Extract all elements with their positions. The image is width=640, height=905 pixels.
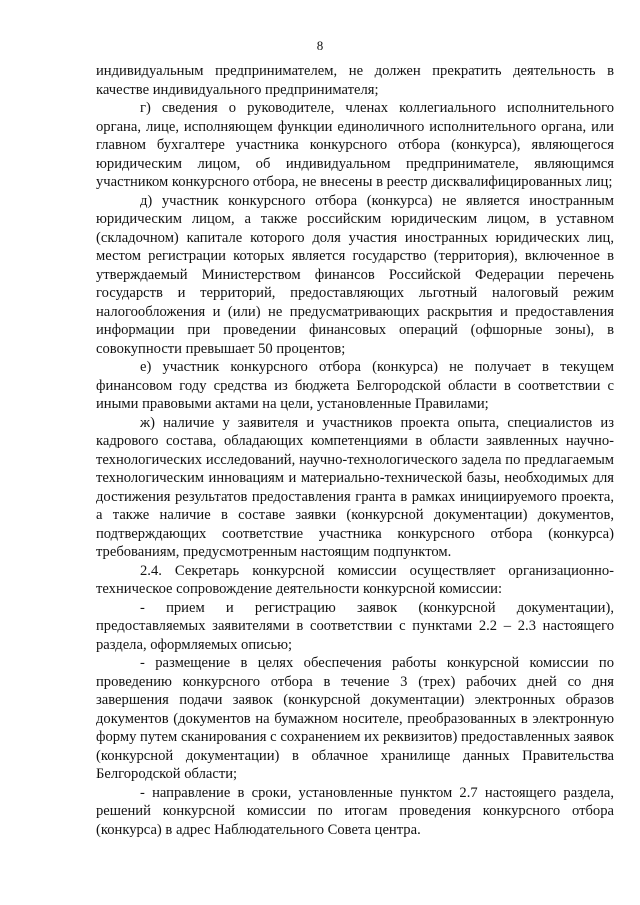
- paragraph-item-e: е) участник конкурсного отбора (конкурса) не получает в текущем финансовом году средства из бюджета Белгородской области в соответствии с иными правовыми актами на цели, установленные Правилами;: [96, 359, 614, 412]
- paragraph-item-d: д) участник конкурсного отбора (конкурса) не является иностранным юридическим лицом, а также российским юридическим лицом, в уставном (складочном) капитале которого доля участия иностранных юридических лиц, местом регистрации которых является государство (территория), включенное в утверждаемый Министерством финансов Российской Федерации перечень государств и территорий, предоставляющих льготный налоговый режим налогообложения и (или) не предусматривающих раскрытия и предоставления информации при проведении финансовых операций (офшорные зоны), в совокупности превышает 50 процентов;: [96, 192, 614, 357]
- paragraph-bullet-reception: - прием и регистрацию заявок (конкурсной документации), предоставляемых заявителями в соответствии с пунктами 2.2 – 2.3 настоящего раздела, оформляемых описью;: [96, 599, 614, 653]
- page-number: 8: [316, 38, 324, 53]
- paragraph-item-g: г) сведения о руководителе, членах коллегиального исполнительного органа, лице, исполняющем функции единоличного исполнительного органа, или главном бухгалтере участника конкурсного отбора (конкурса), являющегося юридическим лицом, об индивидуальном предпринимателе, являющимся участником конкурсного отбора, не внесены в реестр дисквалифицированных лиц;: [96, 100, 614, 190]
- paragraph-continuation: индивидуальным предпринимателем, не должен прекратить деятельность в качестве индивидуального предпринимателя;: [96, 63, 614, 98]
- paragraph-bullet-sending: - направление в сроки, установленные пунктом 2.7 настоящего раздела, решений конкурсной комиссии по итогам проведения конкурсного отбора (конкурса) в адрес Наблюдательного Совета центра.: [96, 784, 614, 838]
- paragraph-bullet-placement: - размещение в целях обеспечения работы конкурсной комиссии по проведению конкурсного отбора в течение 3 (трех) рабочих дней со дня завершения подачи заявок (конкурсной документации) электронных образов документов (документов на бумажном носителе, преобразованных в электронную форму путем сканирования с сохранением их реквизитов) предоставленных заявок (конкурсной документации) в облачное хранилище данных Правительства Белгородской области;: [96, 655, 614, 782]
- paragraph-item-zh: ж) наличие у заявителя и участников проекта опыта, специалистов из кадрового состава, обладающих компетенциями в области заявленных научно-технологических исследований, научно-технологического задела по предлагаемым технологическим инновациям и материально-технической базы, необходимых для достижения результатов предоставления гранта в рамках инициируемого проекта, а также наличие в составе заявки (конкурсной документации) документов, подтверждающих соответствие участника конкурсного отбора (конкурса) требованиям, предусмотренным настоящим подпунктом.: [96, 414, 614, 560]
- document-body: [96, 62, 614, 839]
- paragraph-section-2-4: 2.4. Секретарь конкурсной комиссии осуществляет организационно-техническое сопровождение деятельности конкурсной комиссии:: [96, 562, 614, 597]
